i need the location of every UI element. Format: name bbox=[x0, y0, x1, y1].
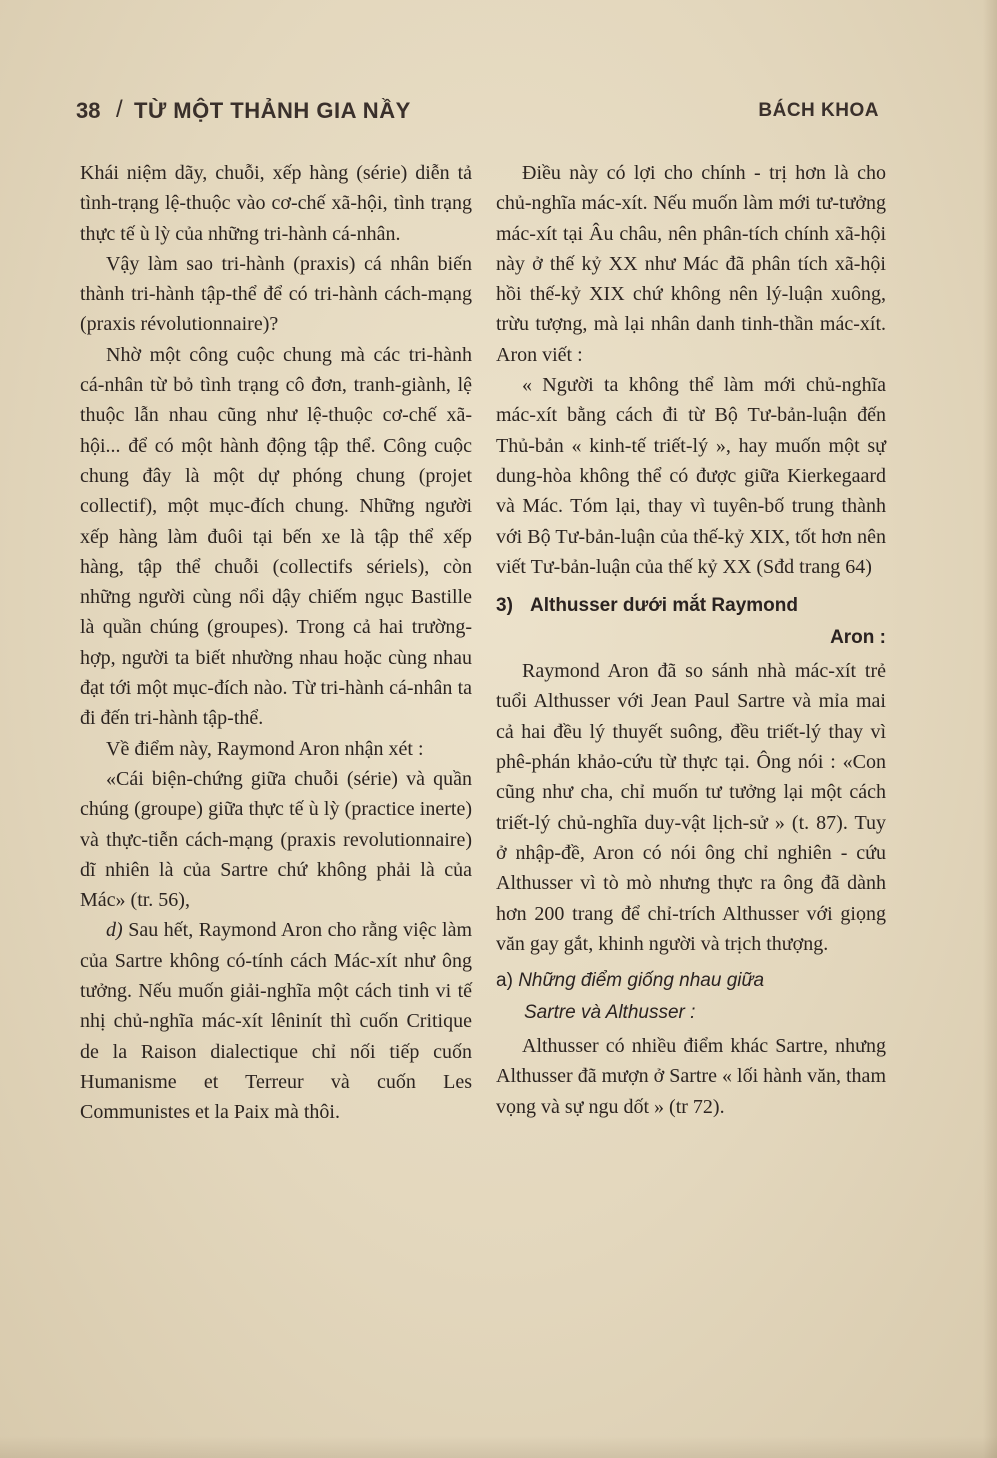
paragraph-aron-remark: Về điểm này, Raymond Aron nhận xét : bbox=[106, 737, 424, 760]
item-letter-d: d) bbox=[106, 919, 123, 942]
left-column bbox=[80, 158, 472, 1128]
section-heading-number: 3) bbox=[496, 595, 513, 617]
subheading-a-line1: Những điểm giống nhau giữa bbox=[518, 970, 765, 992]
page-bottom-shadow bbox=[0, 1436, 997, 1458]
running-header bbox=[76, 94, 879, 130]
paragraph-aron-comparison: Raymond Aron đã so sánh nhà mác-xít trẻ tuổi Althusser với Jean Paul Sartre và mỉa mai cả hai đều lý thuyết suông, đều triết-lý thay vì phê-phán khảo-cứu từ thực tại. Ông nói : «Con cũng như cha, chỉ muốn tư tưởng lại một cách triết-lý chủ-nghĩa duy-vật lịch-sử » (t. 87). Tuy ở nhập-đề, Aron có nói ông chỉ nghiên - cứu Althusser vì tò mò nhưng thực ra ông đã dành hơn 200 trang để chỉ-trích Althusser với giọng văn gay gắt, khinh người và trịch thượng. bbox=[496, 660, 886, 955]
section-heading-line2: Aron : bbox=[830, 627, 886, 649]
magazine-name: BÁCH KHOA bbox=[758, 100, 879, 121]
page-edge-shadow bbox=[983, 0, 997, 1458]
paragraph-series-concept: Khái niệm dãy, chuỗi, xếp hàng (série) diễn tả tình-trạng lệ-thuộc vào cơ-chế xã-hội, tình trạng thực tế ù lỳ của những tri-hành cá-nhân. bbox=[80, 162, 472, 245]
paragraph-point-d bbox=[80, 915, 472, 1127]
section-heading-3 bbox=[496, 590, 886, 654]
right-column bbox=[496, 158, 886, 1122]
quote-renew-marxism: « Người ta không thể làm mới chủ-nghĩa mác-xít bằng cách đi từ Bộ Tư-bản-luận đến Thủ-bản « kinh-tế triết-lý », hay muốn một sự dung-hòa không thể có được giữa Kierkegaard và Mác. Tóm lại, thay vì tuyên-bố trung thành với Bộ Tư-bản-luận của thế-kỷ XIX, tốt hơn nên viết Tư-bản-luận của thế kỷ XX (Sđd trang 64) bbox=[496, 374, 886, 578]
quote-dialectic: «Cái biện-chứng giữa chuỗi (série) và quần chúng (groupe) giữa thực tế ù lỳ (practice inerte) và thực-tiễn cách-mạng (praxis revolutionnaire) dĩ nhiên là của Sartre chứ không phải là của Mác» (tr. 56), bbox=[80, 767, 472, 912]
paragraph-political-benefit: Điều này có lợi cho chính - trị hơn là cho chủ-nghĩa mác-xít. Nếu muốn làm mới tư-tưởng mác-xít tại Âu châu, nên phân-tích chính xã-hội này ở thế kỷ XX như Mác đã phân tích xã-hội hồi thế-kỷ XIX chứ không nên lý-luận xuông, trừu tượng, mà lại nhân danh tinh-thần mác-xít. Aron viết : bbox=[496, 162, 886, 366]
section-title: TỪ MỘT THẢNH GIA NẦY bbox=[134, 98, 411, 123]
page-number: 38 bbox=[76, 98, 101, 123]
section-heading-line1: Althusser dưới mắt Raymond bbox=[530, 595, 798, 617]
subheading-a-label: a) bbox=[496, 970, 513, 992]
paragraph-althusser-borrowed: Althusser có nhiều điểm khác Sartre, nhưng Althusser đã mượn ở Sartre « lối hành văn, tham vọng và sự ngu dốt » (tr 72). bbox=[496, 1035, 886, 1118]
header-separator: / bbox=[116, 96, 123, 123]
subheading-a-line2: Sartre và Althusser : bbox=[524, 1002, 696, 1024]
subheading-a bbox=[496, 965, 886, 1029]
paragraph-common-project: Nhờ một công cuộc chung mà các tri-hành cá-nhân từ bỏ tình trạng cô đơn, tranh-giành, lệ thuộc lẫn nhau cũng như lệ-thuộc cơ-chế xã-hội... để có một hành động tập thể. Công cuộc chung đây là một dự phóng chung (projet collectif), một mục-đích chung. Những người xếp hàng làm đuôi tại bến xe là tập thể xếp hàng, tập thể chuỗi (collectifs sériels), còn những người cùng nổi dậy chiếm ngục Bastille là quần chúng (groupes). Trong cả hai trường-hợp, người ta biết nhường nhau hoặc cùng nhau đạt tới một mục-đích nào. Từ tri-hành cá-nhân ta đi đến tri-hành tập-thể. bbox=[80, 343, 472, 730]
paragraph-point-d-text: Sau hết, Raymond Aron cho rằng việc làm của Sartre không có-tính cách Mác-xít như ông tưởng. Nếu muốn giải-nghĩa một cách tinh vi tế nhị chủ-nghĩa mác-xít lêninít thì cuốn Critique de la Raison dialectique chỉ nối tiếp cuốn Humanisme et Terreur và cuốn Les Communistes et la Paix mà thôi. bbox=[80, 919, 473, 1124]
paragraph-praxis-question: Vậy làm sao tri-hành (praxis) cá nhân biến thành tri-hành tập-thể để có tri-hành cách-mạng (praxis révolutionnaire)? bbox=[80, 252, 472, 336]
